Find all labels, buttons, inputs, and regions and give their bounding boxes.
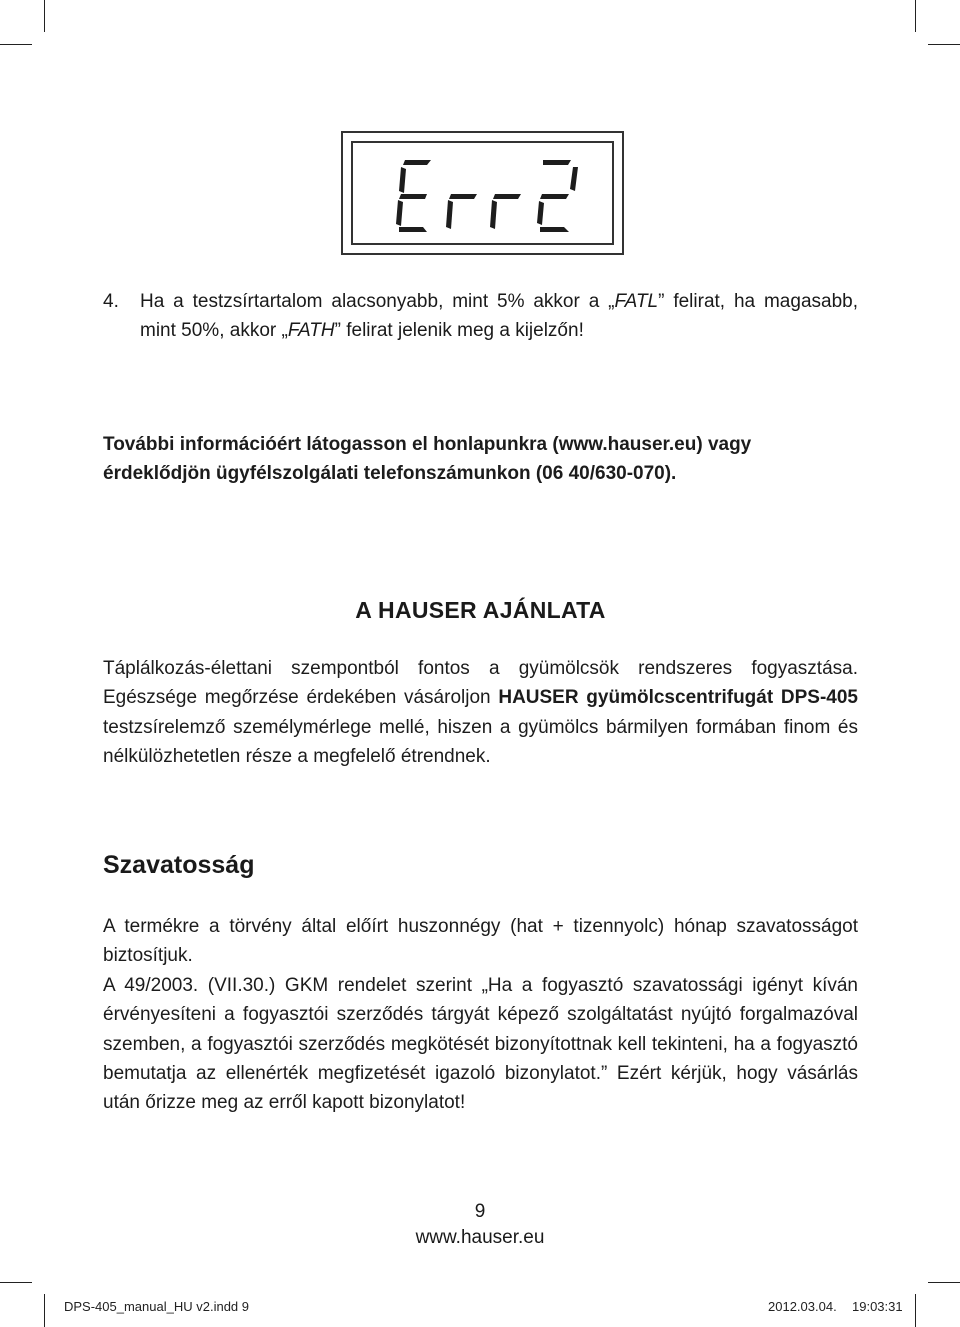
crop-mark bbox=[928, 44, 960, 45]
crop-mark bbox=[0, 1282, 32, 1283]
segment bbox=[449, 194, 477, 199]
slug-date: 2012.03.04. bbox=[768, 1299, 837, 1314]
segment bbox=[543, 160, 571, 165]
slug-filename: DPS-405_manual_HU v2.indd 9 bbox=[64, 1299, 249, 1314]
segment bbox=[396, 200, 403, 226]
lcd-segment-digits bbox=[343, 133, 622, 253]
offer-paragraph: Táplálkozás-élettani szempontból fontos a gyümölcsök rendszeres fogyasztása. Egészsége megőrzése érdekében vásároljon HAUSER gyümölcscentrifugát DPS-405 testzsírelemző személymérlege mellé, hiszen a gyümölcs bármilyen formában finom és nélkülözhetetlen része a megfelelő étrendnek. bbox=[103, 658, 859, 768]
crop-mark bbox=[44, 0, 45, 32]
segment bbox=[537, 201, 544, 225]
warranty-paragraph-2: A 49/2003. (VII.30.) GKM rendelet szerint „Ha a fogyasztó szavatossági igényt kíván érvényesíteni a fogyasztói szerződés tárgyát képező szolgáltatást nyújtó forgalmazóval szemben, a fogyasztói szerződés megkötését bizonyítottnak kell tekinteni, ha a fogyasztó bemutatja az ellenérték megfizetését igazoló bizonylatot.” Ezért kérjük, hogy vásárlás után őrizze meg az erről kapott bizonylatot! bbox=[103, 974, 858, 1114]
list-number: 4. bbox=[103, 291, 119, 312]
segment bbox=[399, 167, 406, 193]
warranty-text bbox=[103, 912, 858, 1118]
segment bbox=[399, 194, 427, 199]
segment bbox=[446, 200, 453, 229]
segment bbox=[570, 167, 578, 191]
segment bbox=[399, 227, 427, 232]
segment bbox=[540, 227, 569, 232]
list-item-text: Ha a testzsírtartalom alacsonyabb, mint 5% akkor a „FATL” felirat, ha magasabb, mint 50%, akkor „FATH” felirat jelenik meg a kijelzőn! bbox=[140, 291, 858, 342]
lcd-display bbox=[341, 131, 624, 255]
page-number: 9 bbox=[474, 1201, 486, 1222]
slug-time: 19:03:31 bbox=[852, 1299, 903, 1314]
segment bbox=[490, 200, 497, 229]
offer-title: A HAUSER AJÁNLATA bbox=[355, 597, 606, 623]
footer-website: www.hauser.eu bbox=[415, 1227, 545, 1248]
crop-mark bbox=[915, 0, 916, 32]
segment bbox=[403, 160, 431, 165]
warranty-paragraph-1: A termékre a törvény által előírt huszonnégy (hat + tizennyolc) hónap szavatosságot biztosítjuk. bbox=[103, 916, 858, 967]
crop-mark bbox=[928, 1282, 960, 1283]
crop-mark bbox=[44, 1294, 45, 1327]
crop-mark bbox=[0, 44, 32, 45]
warranty-heading: Szavatosság bbox=[103, 851, 255, 879]
crop-mark bbox=[915, 1294, 916, 1327]
info-paragraph: További információért látogasson el honlapunkra (www.hauser.eu) vagy érdeklődjön ügyfélszolgálati telefonszámunkon (06 40/630-070). bbox=[103, 434, 752, 485]
segment bbox=[493, 194, 521, 199]
segment bbox=[540, 194, 569, 199]
